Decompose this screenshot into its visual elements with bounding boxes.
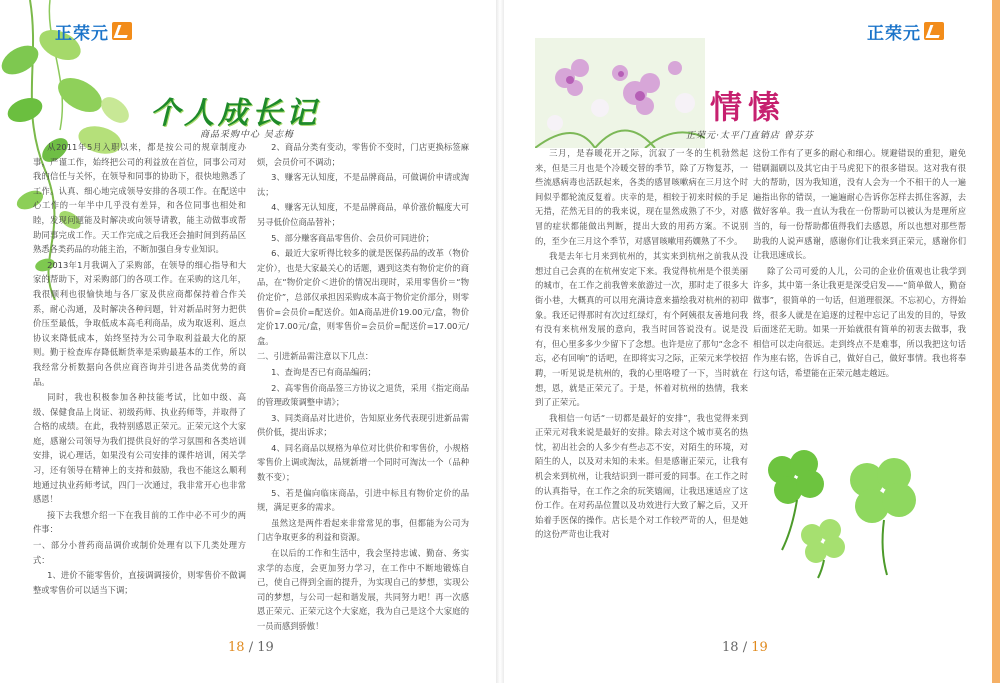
- brand-logo: [55, 20, 132, 42]
- text-column-1: [535, 146, 748, 543]
- paragraph: 1、进价不能零售价，直接调调接价，则零售价不做调整或零售价可以适当下调；: [33, 570, 246, 595]
- list-item: 5、部分赚客商品零售价、会员价可同进价；: [271, 232, 435, 243]
- list-item: 3、赚客无认知度，不是品牌商品，可做调价申请或淘汰；: [257, 172, 469, 197]
- list-item: 1、查询是否已有商品编码；: [271, 366, 376, 377]
- brand-logo-right-wrap: [867, 20, 944, 42]
- list-item: 6、最近大家听得比较多的就是医保药品的改革（物价定价），也是大家最关心的话题，遇到这类有物价定价的商品，在“物价定价＜进价的情况出现时，采用零售价＝“物价定价”，总部仅承担因采购成本高于物价定价部分，则零售价=会员价=配送价。如A商品进价19.00元/盒，物价定价17.00元/盒，则零售价=会员价=配送价=17.00元/盒。: [257, 248, 469, 346]
- paragraph: 三月，是春暖花开之际，沉寂了一冬的生机勃然起来，但是三月也是个冷暖交替的季节，除了万物复苏，一些流感病毒也活跃起来，各类的感冒咳嗽病在三月这个时间似乎都轮流反复着。庆幸的是，相较于初来时候的手足无措，茫然无目的的我来说，现在显然成熟了不少，对感冒的症状都能做出判断，提出大致的用药方案。不说别的，至少在三月这个季节，对感冒咳嗽用药嫺熟了不少。: [535, 148, 748, 246]
- flower-photo-icon: [535, 38, 705, 148]
- paragraph: 虽然这是两件看起来非常常见的事，但都能为公司为门店争取更多的利益和资源。: [257, 517, 469, 543]
- page-number-separator: /: [248, 640, 254, 655]
- page-number: [722, 640, 768, 655]
- paragraph: 在以后的工作和生活中，我会坚持忠诚、勤奋、务实求学的态度，会更加努力学习，在工作中不断地锻炼自己，使自己得到全面的提升，为实现自己的梦想，实现公司的梦想，与公司一起和谐发展，共同努力吧！再一次感恩正荣元、正荣元这个大家庭，我为自己是这个大家庭的一员而感到骄傲！: [257, 548, 469, 631]
- article-byline: 商品采购中心 吴志梅: [200, 130, 294, 140]
- brand-logo-icon: [112, 22, 132, 40]
- page-number: [228, 640, 274, 655]
- brand-logo-icon: [924, 22, 944, 40]
- text-column-2: [753, 146, 966, 382]
- article-title: 情愫: [710, 88, 787, 126]
- paragraph: 2013年1月我调入了采购部，在领导的细心指导和大家的帮助下，对采购部门的各项工作。在采购的这几年，我很顺利也很愉快地与各厂家及供应商都保持着合作关系，耐心沟通，及时解决各种问题，针对新品时努力把供价压至最低，争取低成本高毛利商品，成为取返利、返点协议来降低成本，始终坚持为公司争取利益最大化的原则。勤于检查库存降低断货率是采购最基本的工作，所以我经常分析数据向各供应商咨询并引进各品类优势的商品。: [33, 259, 246, 387]
- four-leaf-clover-icon: [752, 440, 927, 580]
- list-item: 3、同类商品对比进价，告知原业务代表现引进新品需供价低，提出诉求；: [257, 412, 469, 438]
- list-item: 2、商品分类有变动，零售价不变时，门店更换标签麻烦，会员价可不调动；: [257, 142, 469, 167]
- paragraph: 同时，我也积极参加各种技能考试，比如中级、高级、保健食品上岗证、初级药师、执业药师等，并取得了合格的成绩。在此，我特别感恩正荣元。正荣元这个大家庭，感谢公司领导为我们提供良好的学习氛围和各类培训安排，说心理话，如果没有公司安排的课件培训，闲关学习，还有领导在精神上的支持和鼓励，我也不能这么顺利地通过执业药师考试，四门一次通过，我非常开心也非常感恩！: [33, 392, 246, 505]
- article-byline: 正荣元·太平门直销店 曾芬芬: [686, 131, 814, 141]
- brand-logo-text: 正荣元: [867, 23, 921, 44]
- paragraph: 一、部分小普药商品调价或制价处理有以下几类处理方式：: [33, 540, 246, 565]
- brand-logo-text: 正荣元: [55, 23, 109, 44]
- page-gutter: [496, 0, 504, 683]
- text-column-2: [257, 140, 469, 635]
- section-heading: 二、引进新品需注意以下几点：: [257, 351, 374, 362]
- paragraph: 除了公司可爱的人儿，公司的企业价值观也让我学到许多，其中第一条让我更是深受启发——“简单做人，勤奋做事”，很简单的一句话，但道理很深。不忘初心，方得始终，很多人就是在追逐的过程中忘记了出发的目的，导致后面迷茫无助。如果一开始就很有简单的初衷去做事，我相信可以走向很远。走到终点不是难事，所以我把这句话作为座右铭，告诉自己，做好自己，做好事情。我也将奉行这句话，希望能在正荣元越走越远。: [753, 265, 966, 378]
- paragraph: 我相信一句话“一切都是最好的安排”，我也觉得来到正荣元对我来说是最好的安排。除去对这个城市莫名的热忱，初出社会的人多少有些忐忑不安，对陌生的环境，对陌生的人，以及对未知的未来。但是感谢正荣元，让我有机会来到杭州，让我结识到一群可爱的同事。在工作之时的认真指导，在工作之余的玩笑嬉闹，让我迅速适应了这份工作。在对药品位置以及功效进行大致了解之后，又开始着手医保的操作。店长是个对工作较严苛的人，但是她的这份严苛也让我对: [535, 412, 748, 540]
- paragraph: 接下去我想介绍一下在我目前的工作中必不可少的两件事：: [33, 509, 246, 535]
- article-title: 个人成长记: [150, 96, 320, 131]
- text-column-1: [33, 140, 246, 598]
- paragraph: 我是去年七月来到杭州的，其实来到杭州之前我从没想过自己会真的在杭州安定下来。我觉得杭州是个很美丽的城市，在工作之前我曾来旅游过一次，那时走了很多大街小巷，大概真的可以用充满诗意来描绘我对杭州的初印象。我还记得那时有次过红绿灯，有个阿姨很友善地问我有没有来杭州发展的意向，我当时回答说没有。说是没有，但心里多多少少留下了念想。也许是应了那句“念念不忘，必有回响”的话吧，在即将实习之际，正荣元来学校招聘，一听见说是杭州的，我的心里咯噔了一下，当时就在想，恩，就是正荣元了。于是，怀着对杭州的热情，我来到了正荣元。: [535, 251, 748, 408]
- page-number-separator: /: [742, 640, 748, 655]
- list-item: 4、赚客无认知度，不是品牌商品，单价涨价幅度大可另寻低价位商品替补；: [257, 202, 469, 227]
- list-item: 5、若是偏向临床商品，引进中标且有物价定价的品规，满足更多的需求。: [257, 487, 469, 513]
- page-edge-accent: [992, 0, 1000, 683]
- list-item: 4、同名商品以规格为单位对比供价和零售价，小规格零售价上调或淘汰，品规新增一个同时可淘汰一个（品种数不变）；: [257, 442, 469, 483]
- page-number-other: 19: [257, 640, 274, 655]
- page-number-other: 18: [722, 640, 739, 655]
- page-number-current: 18: [228, 640, 245, 655]
- paragraph: 这份工作有了更多的耐心和细心。规避错误的重犯，避免错刷漏刷以及其它由于马虎犯下的很多错误。这对我有很大的帮助，因为我知道，没有人会为一个不相干的人一遍遍指出你的错误，一遍遍耐心告诉你怎样去抓住客源，去做好客单。我一直认为我在一份帮助可以被认为是理所应当的，每一份帮助都值得我们去感恩，所以也想对那些帮助我的人说声感谢，感谢你们让我来到正荣元，感谢你们让我迅速成长。: [753, 148, 966, 261]
- article-title-block: [150, 88, 370, 131]
- page-number-current: 19: [751, 640, 768, 655]
- list-item: 2、高零售价商品签三方协议之退货，采用《指定商品的管理政策调整申请》；: [257, 382, 469, 408]
- paragraph: 从2011年5月入职以来，都是按公司的规章制度办事，严谨工作，始终把公司的利益放在首位，同事公司对我的信任与关怀，在领导和同事的协助下，很快地熟悉了工作。认真、细心地完成领导安排的各项工作。在配送中心工作的一年半中几乎没有差异，和各位同事也相处和睦，发现问题能及时解决或向领导请教，能主动做事或帮助同事完成工作。天工作完成之后我还会抽时间到药品区熟悉各类药品的功能主治，不断加强自身专业知识。: [33, 142, 246, 255]
